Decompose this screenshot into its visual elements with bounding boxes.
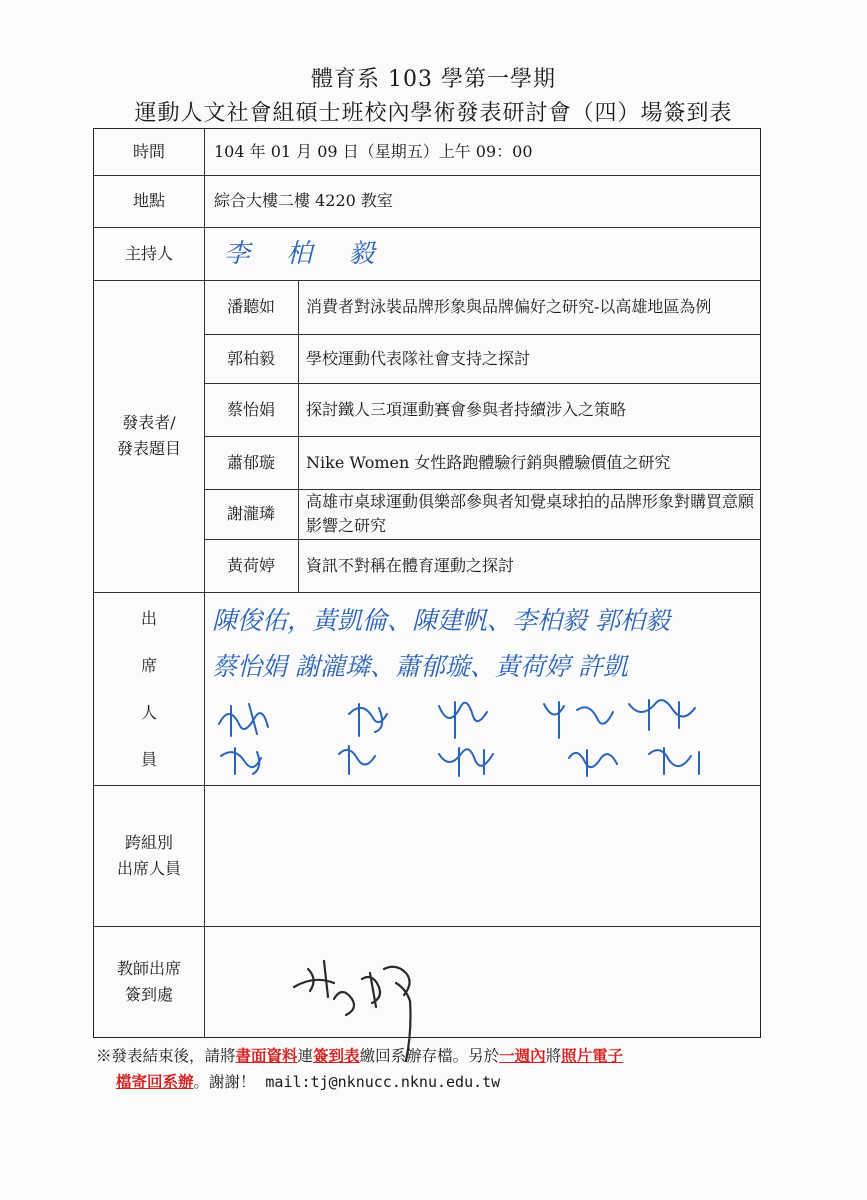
signin-table <box>93 128 761 1038</box>
presenter-name: 蕭郁璇 <box>226 452 275 472</box>
cross-group-label: 跨組別 出席人員 <box>116 832 181 878</box>
presenter-name: 郭柏毅 <box>226 348 275 368</box>
presenter-topic: Nike Women 女性路跑體驗行銷與體驗價值之研究 <box>306 452 671 472</box>
teacher-signature <box>284 939 484 1059</box>
presenter-name: 蔡怡娟 <box>226 399 275 419</box>
attendee-signature-line: 陳俊佑，黃凱倫、陳建帆、李柏毅 郭柏毅 <box>212 606 670 635</box>
page-title: 體育系 103 學第一學期 <box>311 67 556 92</box>
place-label: 地點 <box>132 191 165 210</box>
presenter-topic: 資訊不對稱在體育運動之探討 <box>306 555 515 575</box>
presenter-name: 謝瀧璘 <box>226 504 275 523</box>
contact-email[interactable]: mail:tj@nknucc.nknu.edu.tw <box>265 1073 501 1091</box>
presenter-topic: 消費者對泳裝品牌形象與品牌偏好之研究-以高雄地區為例 <box>306 297 712 316</box>
attendees-label: 出 席 人 員 <box>140 608 157 769</box>
host-label: 主持人 <box>124 243 173 263</box>
teacher-label: 教師出席 簽到處 <box>116 958 181 1004</box>
host-signature: 李 柏 毅 <box>224 238 389 269</box>
time-label: 時間 <box>132 142 165 161</box>
place-value: 綜合大樓二樓 4220 教室 <box>214 191 393 210</box>
attendee-signature-line: 蔡怡娟 謝瀧璘、蕭郁璇、黃荷婷 許凱 <box>212 652 628 681</box>
handwritten-signatures <box>209 694 754 782</box>
time-value: 104 年 01 月 09 日（星期五）上午 09：00 <box>214 142 533 161</box>
presenter-name: 黃荷婷 <box>226 555 275 575</box>
presenter-name: 潘聽如 <box>226 297 275 316</box>
presenter-topic: 探討鐵人三項運動賽會參與者持續涉入之策略 <box>306 399 627 419</box>
page-subtitle: 運動人文社會組碩士班校內學術發表研討會（四）場簽到表 <box>134 101 733 126</box>
presenter-topic: 學校運動代表隊社會支持之探討 <box>306 348 531 368</box>
presenter-topic: 高雄市桌球運動俱樂部參與者知覺桌球拍的品牌形象對購買意願影響之研究 <box>306 492 755 535</box>
footer-note-line2: 檔寄回系辦。謝謝！ mail:tj@nknucc.nknu.edu.tw <box>116 1072 501 1091</box>
presenters-label: 發表者/ 發表題目 <box>116 413 181 458</box>
footer-note-line1: ※發表結束後，請將書面資料連簽到表繳回系辦存檔。另於一週內將照片電子 <box>96 1046 624 1065</box>
